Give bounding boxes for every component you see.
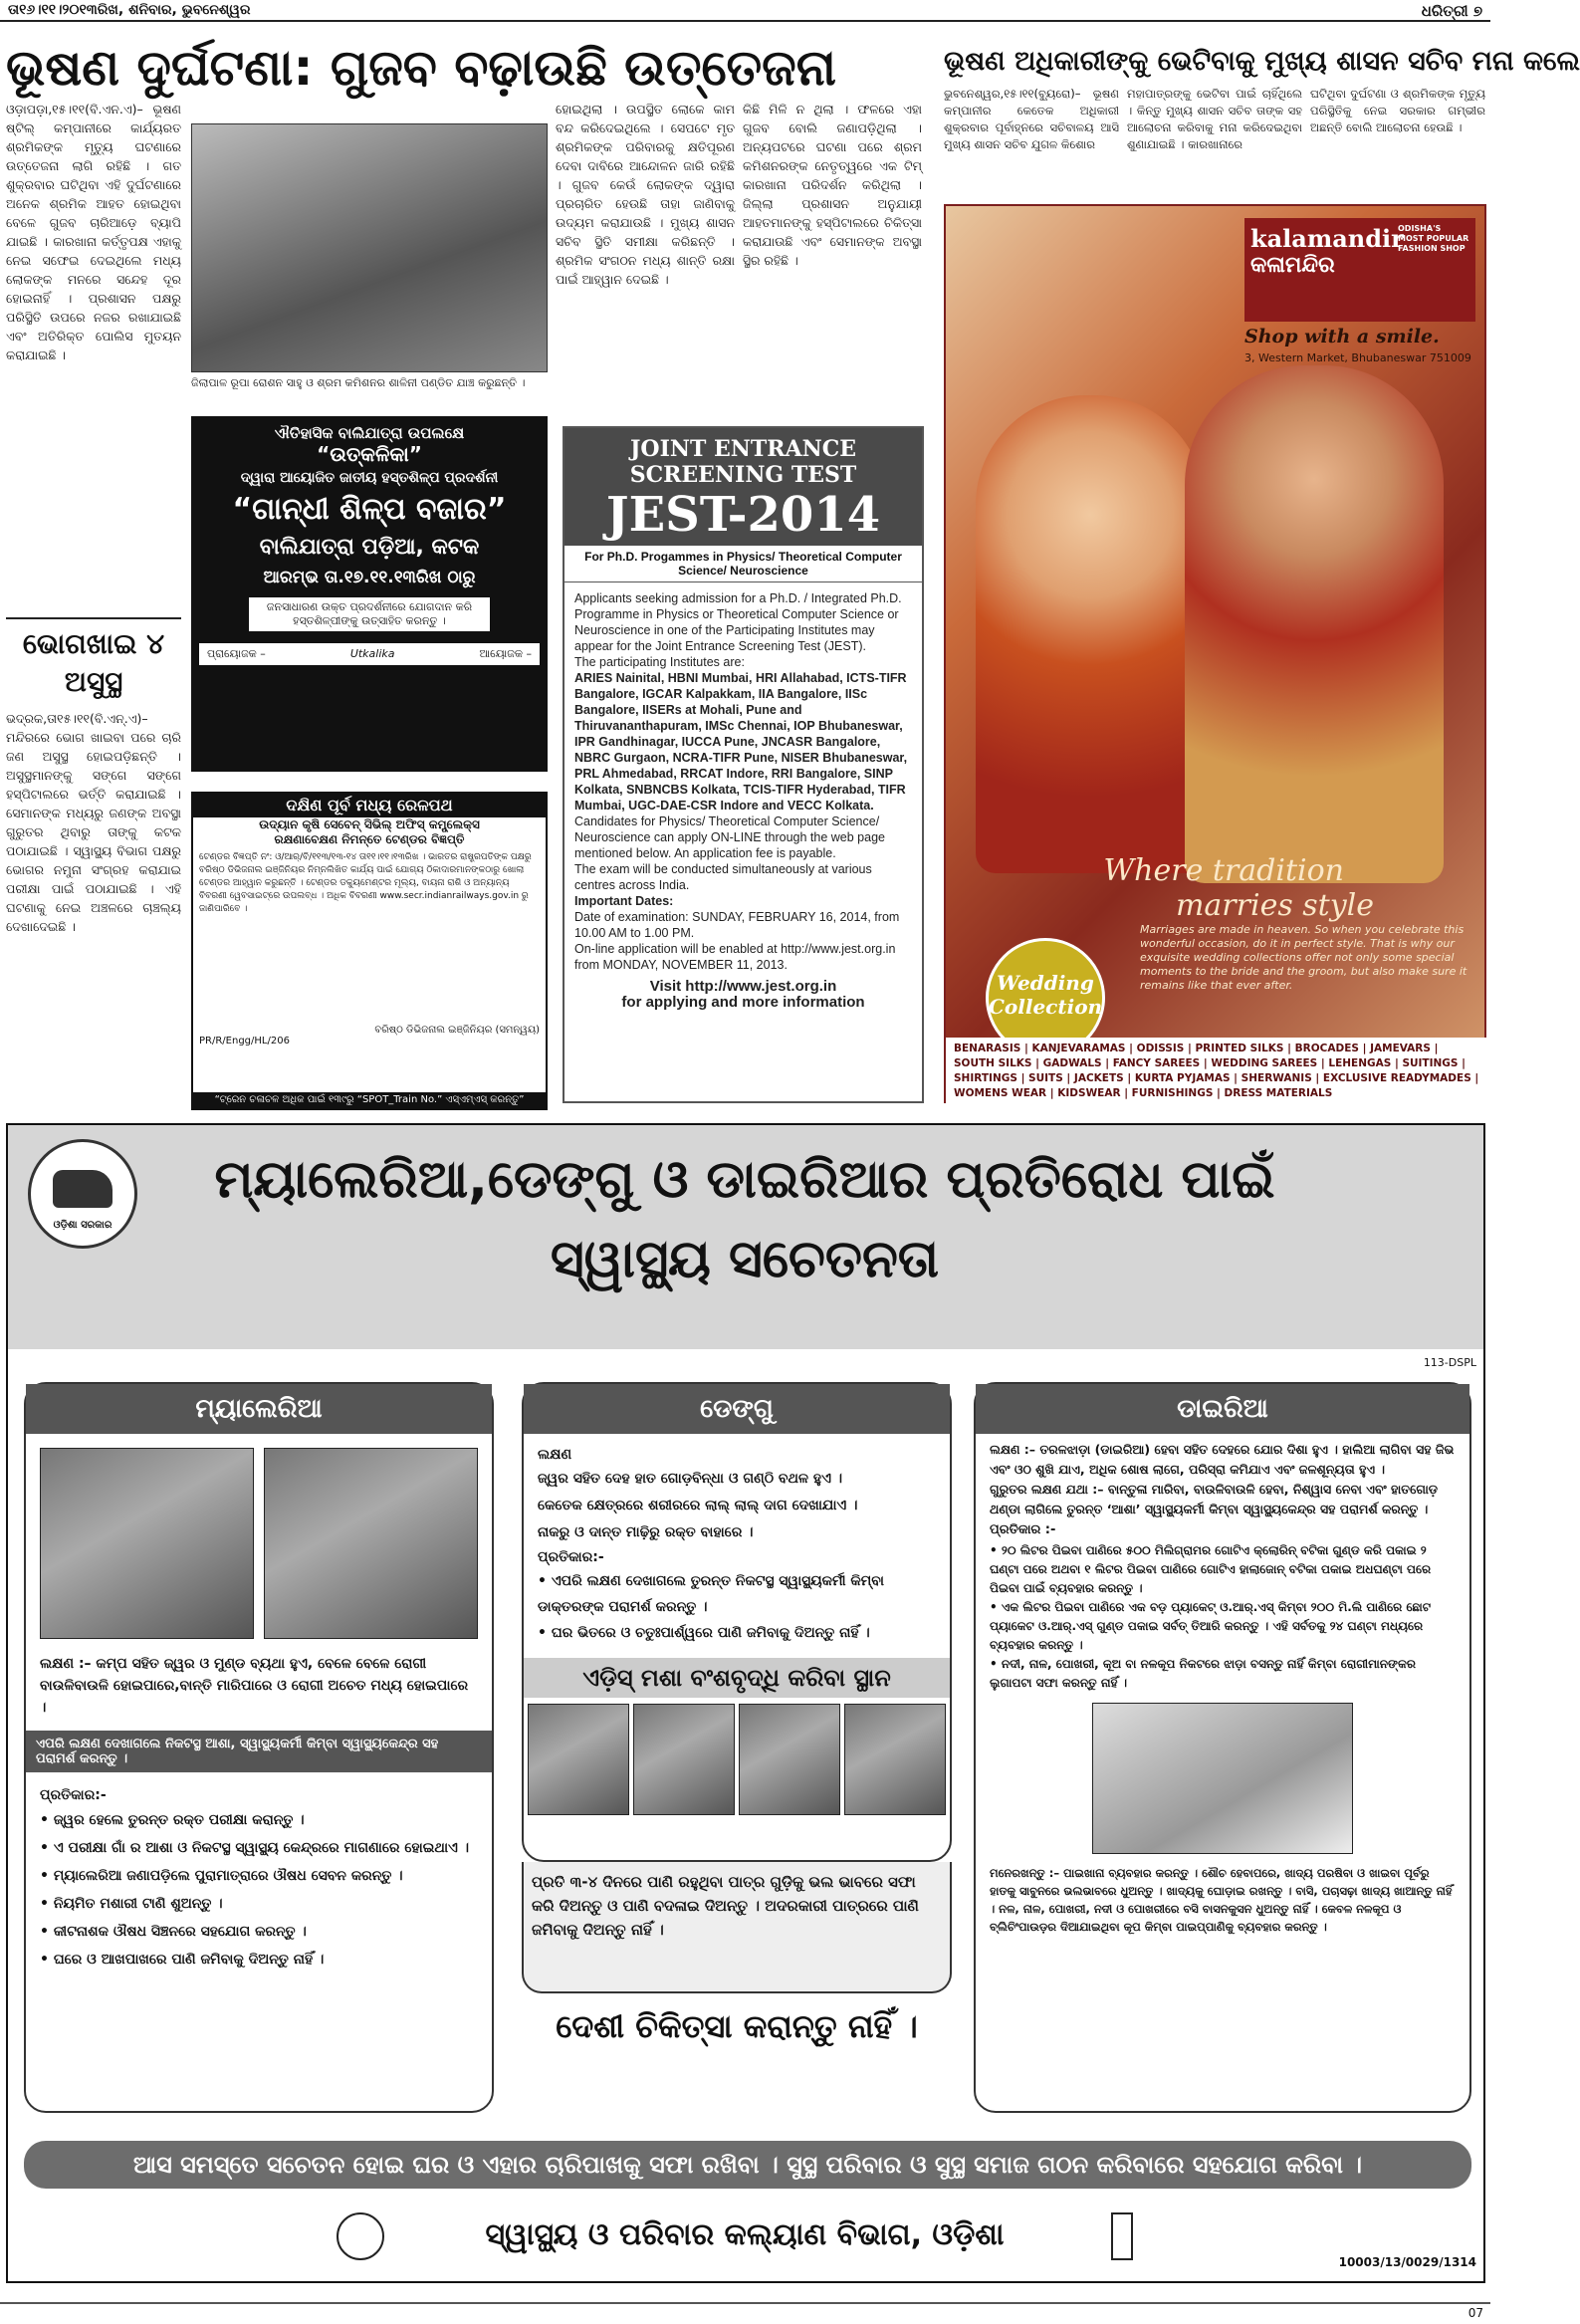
dengue-warning: ଦେଶୀ ଚିକିତ୍ସା କରାନ୍ତୁ ନାହିଁ ।	[556, 2007, 918, 2045]
jest-p2-label: The participating Institutes are:	[574, 655, 745, 669]
dengue-tab: ଡେଙ୍ଗୁ	[524, 1384, 950, 1434]
lead-col3: କିଛି ମିଳି ନ ଥିଲା । ଫଳରେ ଏହା ଗୁଜବ ବୋଲି ଜଣାପଡ଼ିଥିଲା । ଅନ୍ୟପଟରେ ଘଟଣା ପରେ ଶ୍ରମ କମିଶନରଙ୍କ ନେତୃତ୍ୱରେ ଏକ ଟିମ୍ କାରଖାନା ପରିଦର୍ଶନ କରିଥିଲା । ଜିଲ୍ଲା ପ୍ରଶାସନ ଅନୁଯାୟୀ ଆହତମାନଙ୍କୁ ହସ୍ପିଟାଲରେ ଚିକିତ୍ସା କରାଯାଉଛି ଏବଂ ସେମାନଙ୍କ ଅବସ୍ଥା ସ୍ଥିର ରହିଛି ।	[743, 102, 922, 268]
groom-figure	[1185, 365, 1444, 883]
lead-headline: ଭୂଷଣ ଦୁର୍ଘଟଣା: ଗୁଜବ ବଢ଼ାଉଛି ଉତ୍ତେଜନା	[6, 39, 836, 97]
ad-kalamandir	[944, 204, 1486, 1103]
ad-bazar-organiser-label: ଆୟୋଜକ –	[479, 647, 532, 660]
health-ad-code: 10003/13/0029/1314	[1338, 2255, 1476, 2269]
kalamandir-blurb: Marriages are made in heaven. So when you celebrate this wonderful occasion, do it in perfect style. That is why our exquisite wedding collections offer not only some special moments to the bride and the groom, but also make sure it remains like that ever after.	[1140, 923, 1467, 992]
diarrhoea-tab: ଡାଇରିଆ	[976, 1384, 1469, 1434]
kalamandir-tagline: Shop with a smile.	[1244, 326, 1440, 348]
rail-code: PR/R/Engg/HL/206	[199, 1036, 290, 1046]
jest-visit2: for applying and more information	[621, 994, 865, 1011]
lower-headline: ଭୋଗଖାଇ ୪ ଅସୁସ୍ଥ	[22, 627, 165, 698]
ad-bazar-line1: ଐତିହାସିକ ବାଲିଯାତ୍ରା ଉପଲକ୍ଷେ	[274, 424, 465, 442]
malaria-photo-2	[264, 1448, 478, 1639]
jest-p3: Candidates for Physics/ Theoretical Computer Science/ Neuroscience can apply ON-LINE through the web page mentioned below. An application fee is payable.	[574, 814, 885, 860]
ors-packet-photo	[1092, 1703, 1353, 1854]
divider	[6, 617, 181, 619]
odisha-seal-icon	[28, 1139, 137, 1249]
lead-col1: ଓଡ଼ାପଡ଼ା,୧୫।୧୧(ବି.ଏନ.ଏ)– ଭୂଷଣ ଷ୍ଟିଲ୍ କମ୍ପାନୀରେ କାର୍ଯ୍ୟରତ ଶ୍ରମିକଙ୍କ ମୃତ୍ୟୁ ଘଟଣାରେ ଉତ୍ତେଜନା ଲାଗି ରହିଛି । ଗତ ଶୁକ୍ରବାର ଘଟିଥିବା ଏହି ଦୁର୍ଘଟଣାରେ ଅନେକ ଶ୍ରମିକ ଆହତ ହୋଇଥିବା ବେଳେ ଗୁଜବ ଚାରିଆଡ଼େ ବ୍ୟାପି ଯାଇଛି । କାରଖାନା କର୍ତ୍ତୃପକ୍ଷ ଏହାକୁ ନେଇ ସଫେଇ ଦେଇଥିଲେ ମଧ୍ୟ ଲୋକଙ୍କ ମନରେ ସନ୍ଦେହ ଦୂର ହୋଇନାହିଁ । ପ୍ରଶାସନ ପକ୍ଷରୁ ପରିସ୍ଥିତି ଉପରେ ନଜର ରଖାଯାଇଛି ଏବଂ ଅତିରିକ୍ତ ପୋଲିସ ମୁତୟନ କରାଯାଇଛି ।	[6, 102, 181, 362]
ipr-logo-icon	[1111, 2212, 1133, 2260]
ad-bazar-title: “ଗାନ୍ଧୀ ଶିଳ୍ପ ବଜାର”	[232, 492, 507, 527]
jest-institutes: ARIES Nainital, HBNI Mumbai, HRI Allahabad, ICTS-TIFR Bangalore, IGCAR Kalpakkam, IIA Bangalore, IISc Bangalore, IISERs at Mohali, Pune and Thiruvananthapuram, IMSc Chennai, IOP Bhubaneswar, IPR Gandhinagar, IUCCA Pune, JNCASR Bangalore, NBRC Gurgaon, NCRA-TIFR Pune, NISER Bhubaneswar, PRL Ahmedabad, RRCAT Indore, RRI Bangalore, SINP Kolkata, SNBNCBS Kolkata, TCIS-TIFR Hyderabad, TIFR Mumbai, UGC-DAE-CSR Indore and VECC Kolkata.	[574, 671, 908, 813]
rail-body: ଟେଣ୍ଡର ବିଜ୍ଞପ୍ତି ନଂ: ଓ/ଆର୍/ବି/୧୧୩/୧୩-୧୪ ତା୧୧।୧୧।୧୩ରିଖ । ଭାରତର ରାଷ୍ଟ୍ରପତିଙ୍କ ପକ୍ଷରୁ ବରିଷ୍ଠ ଡିଭିଜନାଲ ଇଞ୍ଜିନିୟର ନିମ୍ନଲିଖିତ କାର୍ଯ୍ୟ ପାଇଁ ଯୋଗ୍ୟ ଠିକାଦାରମାନଙ୍କଠାରୁ ଖୋଲା ଟେଣ୍ଡର ଆହ୍ୱାନ କରୁଛନ୍ତି । ଟେଣ୍ଡର ଡକ୍ୟୁମେଣ୍ଟର ମୂଲ୍ୟ, ବାୟନା ରାଶି ଓ ଅନ୍ୟାନ୍ୟ ବିବରଣୀ ୱେବସାଇଟ୍‌ରେ ଉପଲବ୍ଧ । ଅଧିକ ବିବରଣୀ www.secr.indianrailways.gov.in ରୁ ଜାଣିପାରିବେ ।	[199, 852, 532, 914]
kalamandir-wedding-badge: Wedding Collection	[986, 938, 1105, 1057]
ad-bazar-brand: Utkalika	[349, 647, 395, 660]
health-title1: ମ୍ୟାଲେରିଆ,ଡେଙ୍ଗୁ ଓ ଡାଇରିଆର ପ୍ରତିରୋଧ ପାଇଁ	[214, 1150, 1275, 1210]
jest-line2: SCREENING TEST	[629, 462, 857, 488]
panel-malaria	[24, 1382, 494, 2113]
health-department: ସ୍ୱାସ୍ଥ୍ୟ ଓ ପରିବାର କଲ୍ୟାଣ ବିଭାଗ, ଓଡ଼ିଶା	[485, 2217, 1005, 2252]
ad-gandhi-shilpa-bazar	[191, 416, 548, 772]
bride-figure	[976, 395, 1205, 873]
ad-bazar-line2: “ଉତ୍କଳିକା”	[317, 442, 422, 466]
paper-page: ଧରିତ୍ରୀ ୭	[1421, 2, 1482, 20]
ad-bazar-sponsor-label: ପ୍ରାୟୋଜକ –	[207, 647, 266, 660]
malaria-photo-1	[40, 1448, 254, 1639]
breeding-photo-3	[739, 1704, 840, 1815]
breeding-photo-4	[844, 1704, 946, 1815]
lead-col2: ହୋଇଥିଲା । ଉପସ୍ଥିତ ଲୋକେ କାମ ବନ୍ଦ କରିଦେଇଥିଲେ । ସେପଟେ ମୃତ ଶ୍ରମିକଙ୍କ ପରିବାରକୁ କ୍ଷତିପୂରଣ ଦେବା ଦାବିରେ ଆନ୍ଦୋଳନ ଜାରି ରହିଛି । ଗୁଜବ କେଉଁ ଲୋକଙ୍କ ଦ୍ୱାରା ପ୍ରଚାରିତ ହେଉଛି ତାହା ଜାଣିବାକୁ ଉଦ୍ୟମ କରାଯାଉଛି । ମୁଖ୍ୟ ଶାସନ ସଚିବ ସ୍ଥିତି ସମୀକ୍ଷା କରିଛନ୍ତି । ଶ୍ରମିକ ସଂଗଠନ ମଧ୍ୟ ଶାନ୍ତି ରକ୍ଷା ପାଇଁ ଆହ୍ୱାନ ଦେଇଛି ।	[556, 102, 735, 287]
breeding-photo-1	[528, 1704, 629, 1815]
right-col1: ଭୁବନେଶ୍ୱର,୧୫।୧୧(ବ୍ୟୁରୋ)– ଭୂଷଣ କମ୍ପାନୀର କେତେକ ଅଧିକାରୀ ଶୁକ୍ରବାର ପୂର୍ବାହ୍ନରେ ସଚିବାଳୟ ଆସି ମୁଖ୍ୟ ଶାସନ ସଚିବ ଯୁଗଳ କିଶୋର	[944, 87, 1119, 151]
panel-diarrhoea	[974, 1382, 1471, 2113]
kalamandir-brand-odia: କଳାମନ୍ଦିର	[1250, 253, 1335, 278]
rail-footer: “ଟ୍ରେନ ଚଳାଚଳ ଅଧିକ ପାଇଁ ୧୩୯ରୁ “SPOT_Train No.” ଏସ୍‌ଏମ୍‌ଏସ୍ କରନ୍ତୁ”	[193, 1092, 546, 1108]
dengue-band: ଏଡ଼ିସ୍ ମଶା ବଂଶବୃଦ୍ଧି କରିବା ସ୍ଥାନ	[524, 1658, 950, 1698]
ad-bazar-line3: ଦ୍ୱାରା ଆୟୋଜିତ ଜାତୀୟ ହସ୍ତଶିଳ୍ପ ପ୍ରଦର୍ଶନୀ	[240, 470, 499, 486]
page-header	[0, 0, 1490, 22]
kalamandir-slogan2: marries style	[1175, 888, 1374, 923]
rail-sub2: ରକ୍ଷଣାବେକ୍ଷଣ ନିମନ୍ତେ ଟେଣ୍ଡର ବିଜ୍ଞପ୍ତି	[274, 832, 465, 846]
kalamandir-address: 3, Western Market, Bhubaneswar 751009	[1244, 351, 1471, 364]
rail-sub1: ଉଦ୍ୟାନ କୃଷି ସେବେନ୍ ସିଭିଲ୍ ଅଫିସ୍ କମ୍ପ୍ଲେକ୍ସ	[259, 817, 480, 831]
kalamandir-brand: kalamandir	[1250, 224, 1404, 253]
diarrhoea-reminder: ମନେରଖନ୍ତୁ :– ପାଇଖାନା ବ୍ୟବହାର କରନ୍ତୁ । ଶୌଚ ହେବାପରେ, ଖାଦ୍ୟ ପରଷିବା ଓ ଖାଇବା ପୂର୍ବରୁ ହାତକୁ ସାବୁନରେ ଭଲଭାବରେ ଧୁଅନ୍ତୁ । ଖାଦ୍ୟକୁ ଘୋଡ଼ାଇ ରଖନ୍ତୁ । ବାସି, ପଚାସଢ଼ା ଖାଦ୍ୟ ଖାଆନ୍ତୁ ନାହିଁ । ନଳ, ନାଳ, ପୋଖରୀ, ନଦୀ ଓ ପୋଖରୀରେ ବସି ବାସନକୁସନ ଧୁଅନ୍ତୁ ନାହିଁ । କେବଳ ନଳକୂପ ଓ ବ୍ଲିଚିଂପାଉଡ଼ର ଦିଆଯାଇଥିବା କୂପ କିମ୍ବା ପାଇପ୍‌ପାଣିକୁ ବ୍ୟବହାର କରନ୍ତୁ ।	[990, 1866, 1453, 1934]
rail-title: ଦକ୍ଷିଣ ପୂର୍ବ ମଧ୍ୟ ରେଳପଥ	[193, 794, 546, 817]
jest-date2: On-line application will be enabled at http://www.jest.org.in from MONDAY, NOVEMBER 11, 2013.	[574, 942, 896, 972]
diarrhoea-prev-label: ପ୍ରତିକାର :-	[990, 1522, 1056, 1537]
health-title2: ସ୍ୱାସ୍ଥ୍ୟ ସଚେତନତା	[550, 1230, 940, 1289]
jest-dates-label: Important Dates:	[574, 894, 674, 908]
footer-rule	[0, 2302, 1490, 2304]
malaria-prevention: • ଜ୍ୱର ହେଲେ ତୁରନ୍ତ ରକ୍ତ ପରୀକ୍ଷା କରାନ୍ତୁ । • ଏ ପରୀକ୍ଷା ଗାଁ ର ଆଶା ଓ ନିକଟସ୍ଥ ସ୍ୱାସ୍ଥ୍ୟ କେନ୍ଦ୍ରରେ ମାଗଣାରେ ହୋଇଥାଏ । • ମ୍ୟାଲେରିଆ ଜଣାପଡ଼ିଲେ ପୁରାମାତ୍ରାରେ ଔଷଧ ସେବନ କରନ୍ତୁ । • ନିୟମିତ ମଶାରୀ ଟାଣି ଶୁଅନ୍ତୁ । • କୀଟନାଶକ ଔଷଧ ସିଞ୍ଚନରେ ସହଯୋଗ କରନ୍ତୁ । • ଘରେ ଓ ଆଖପାଖରେ ପାଣି ଜମିବାକୁ ଦିଅନ୍ତୁ ନାହିଁ ।	[40, 1812, 470, 1968]
diarrhoea-prevention: • ୨୦ ଲିଟର ପିଇବା ପାଣିରେ ୫୦୦ ମିଲିଗ୍ରାମର ଗୋଟିଏ କ୍ଲୋରିନ୍ ବଟିକା ଗୁଣ୍ଡ କରି ପକାଇ ୨ ଘଣ୍ଟା ପରେ ଅଥବା ୧ ଲିଟର ପିଇବା ପାଣିରେ ଗୋଟିଏ ହାଲାଜୋନ୍ ବଟିକା ପକାଇ ଅଧଘଣ୍ଟା ପରେ ପିଇବା ପାଇଁ ବ୍ୟବହାର କରନ୍ତୁ । • ଏକ ଲିଟର ପିଇବା ପାଣିରେ ଏକ ବଡ଼ ପ୍ୟାକେଟ୍ ଓ.ଆର୍.ଏସ୍ କିମ୍ବା ୨୦୦ ମି.ଲି ପାଣିରେ ଛୋଟ ପ୍ୟାକେଟ ଓ.ଆର୍.ଏସ୍ ଗୁଣ୍ଡ ପକାଇ ସର୍ବତ୍ ତିଆରି କରନ୍ତୁ । ଏହି ସର୍ବତକୁ ୨୪ ଘଣ୍ଟା ମଧ୍ୟରେ ବ୍ୟବହାର କରନ୍ତୁ । • ନଦୀ, ନାଳ, ପୋଖରୀ, କୂଅ ବା ନଳକୂପ ନିକଟରେ ଝାଡ଼ା ବସନ୍ତୁ ନାହିଁ କିମ୍ବା ରୋଗୀମାନଙ୍କର ଲୁଗାପଟା ସଫା କରନ୍ତୁ ନାହିଁ ।	[990, 1543, 1432, 1690]
ad-railway-tender	[191, 792, 548, 1110]
jest-date1: Date of examination: SUNDAY, FEBRUARY 16, 2014, from 10.00 AM to 1.00 PM.	[574, 910, 900, 940]
malaria-band: ଏପରି ଲକ୍ଷଣ ଦେଖାଗଲେ ନିକଟସ୍ଥ ଆଶା, ସ୍ୱାସ୍ଥ୍ୟକର୍ମୀ କିମ୍ବା ସ୍ୱାସ୍ଥ୍ୟକେନ୍ଦ୍ର ସହ ପରାମର୍ଶ କରନ୍ତୁ ।	[26, 1731, 492, 1772]
lower-body: ଭଦ୍ରକ,ତା୧୫।୧୧(ବି.ଏନ୍.ଏ)– ମନ୍ଦିରରେ ଭୋଗ ଖାଇବା ପରେ ଚାରି ଜଣ ଅସୁସ୍ଥ ହୋଇପଡ଼ିଛନ୍ତି । ଅସୁସ୍ଥମାନଙ୍କୁ ସଙ୍ଗେ ସଙ୍ଗେ ହସ୍ପିଟାଲରେ ଭର୍ତ୍ତି କରାଯାଇଛି । ସେମାନଙ୍କ ମଧ୍ୟରୁ ଜଣଙ୍କ ଅବସ୍ଥା ଗୁରୁତର ଥିବାରୁ ତାଙ୍କୁ କଟକ ପଠାଯାଇଛି । ସ୍ୱାସ୍ଥ୍ୟ ବିଭାଗ ପକ୍ଷରୁ ଭୋଗର ନମୁନା ସଂଗ୍ରହ କରାଯାଇ ପରୀକ୍ଷା ପାଇଁ ପଠାଯାଇଛି । ଏହି ଘଟଣାକୁ ନେଇ ଅଞ୍ଚଳରେ ଚାଞ୍ଚଲ୍ୟ ଦେଖାଦେଇଛି ।	[6, 711, 181, 934]
health-code: 113-DSPL	[1423, 1356, 1476, 1369]
kalamandir-slogan1: Where tradition	[1103, 853, 1344, 888]
ad-health-awareness	[6, 1123, 1485, 2283]
seal-text: ଓଡ଼ିଶା ସରକାର	[53, 1220, 113, 1231]
right-headline: ଭୂଷଣ ଅଧିକାରୀଙ୍କୁ ଭେଟିବାକୁ ମୁଖ୍ୟ ଶାସନ ସଚିବ ମନା କଲେ	[944, 46, 1580, 77]
jest-visit1: Visit http://www.jest.org.in	[649, 978, 837, 995]
dengue-sym-label: ଲକ୍ଷଣ	[538, 1447, 572, 1463]
ad-bazar-date: ଆରମ୍ଭ ତା.୧୭.୧୧.୧୩ରିଖ ଠାରୁ	[263, 568, 476, 587]
malaria-tab: ମ୍ୟାଲେରିଆ	[26, 1384, 492, 1434]
right-col2: ମହାପାତ୍ରଙ୍କୁ ଭେଟିବା ପାଇଁ ଚାହିଁଥିଲେ । କିନ୍ତୁ ମୁଖ୍ୟ ଶାସନ ସଚିବ ତାଙ୍କ ସହ ଆଲୋଚନା କରିବାକୁ ମନା କରିଦେଇଥିବା ଶୁଣାଯାଇଛି । କାରଖାନାରେ	[1127, 87, 1302, 151]
diarrhoea-symptoms: ଲକ୍ଷଣ :– ତରଳଝାଡ଼ା (ଡାଇରିଆ) ହେବା ସହିତ ଦେହରେ ଯୋର ଦିଶା ହୁଏ । ହାଲିଆ ଲାଗିବା ସହ ଜିଭ ଏବଂ ଓଠ ଶୁଖି ଯାଏ, ଅଧିକ ଶୋଷ ଲାଗେ, ପରିସ୍ରା କମିଯାଏ ଏବଂ ଜଳଶୂନ୍ୟତା ହୁଏ । ଗୁରୁତର ଲକ୍ଷଣ ଯଥା :– ବାନ୍ତୁଳା ମାରିବା, ବାଉଳିବାଉଳି ହେବା, ନିଶ୍ୱାସ ନେବା ଏବଂ ହାତଗୋଡ଼ ଥଣ୍ଡା ଲାଗିଲେ ତୁରନ୍ତ ‘ଆଶା’ ସ୍ୱାସ୍ଥ୍ୟକର୍ମୀ କିମ୍ବା ସ୍ୱାସ୍ଥ୍ୟକେନ୍ଦ୍ର ସହ ପରାମର୍ଶ କରନ୍ତୁ ।	[990, 1442, 1455, 1516]
panel-dengue	[522, 1382, 952, 1862]
kalamandir-badge: ODISHA'S MOST POPULAR FASHION SHOP	[1398, 224, 1469, 253]
right-col3: ଘଟିଥିବା ଦୁର୍ଘଟଣା ଓ ଶ୍ରମିକଙ୍କ ମୃତ୍ୟୁ ପରିସ୍ଥିତିକୁ ନେଇ ସରକାର ଗମ୍ଭୀର ଅଛନ୍ତି ବୋଲି ଆଲୋଚନା ହେଉଛି ।	[1310, 87, 1485, 134]
lead-photo	[191, 123, 548, 372]
kalamandir-items: BENARASIS | KANJEVARAMAS | ODISSIS | PRINTED SILKS | BROCADES | JAMEVARS | SOUTH SILKS | GADWALS | FANCY SAREES | WEDDING SAREES | LEHENGAS | SUITINGS | SHIRTINGS | SUITS | JACKETS | KURTA PYJAMAS | SHERWANIS | EXCLUSIVE READYMADES | WOMENS WEAR | KIDSWEAR | FURNISHINGS | DRESS MATERIALS	[946, 1038, 1488, 1105]
jest-p4: The exam will be conducted simultaneously at various centres across India.	[574, 862, 872, 892]
jest-line1: JOINT ENTRANCE	[630, 436, 856, 462]
ad-jest-2014	[563, 426, 924, 1103]
malaria-symptoms: ଲକ୍ଷଣ :– କମ୍ପ ସହିତ ଜ୍ୱର ଓ ମୁଣ୍ଡ ବ୍ୟଥା ହୁଏ, ବେଳେ ବେଳେ ରୋଗୀ ବାଉଳିବାଉଳି ହୋଇପାରେ,ବାନ୍ତି ମାରିପାରେ ଓ ରୋଗୀ ଅଚେତ ମଧ୍ୟ ହୋଇପାରେ ।	[40, 1656, 469, 1716]
rail-signature: ବରିଷ୍ଠ ଡିଭିଜନାଲ ଇଞ୍ଜିନିୟର (ସମନ୍ୱୟ)	[374, 1025, 540, 1036]
jest-title: JEST-2014	[605, 487, 881, 543]
nrhm-logo-icon	[337, 2212, 384, 2260]
ad-bazar-venue: ବାଲିଯାତ୍ରା ପଡ଼ିଆ, କଟକ	[259, 535, 480, 560]
breeding-photo-2	[633, 1704, 735, 1815]
dengue-prev-label: ପ୍ରତିକାର:-	[538, 1549, 604, 1565]
dengue-note: ପ୍ରତି ୩-୪ ଦିନରେ ପାଣି ରହୁଥିବା ପାତ୍ର ଗୁଡ଼ିକୁ ଭଲ ଭାବରେ ସଫା କରି ଦିଅନ୍ତୁ ଓ ପାଣି ବଦଳାଇ ଦିଅନ୍ତୁ । ଅଦରକାରୀ ପାତ୍ରରେ ପାଣି ଜମିବାକୁ ଦିଅନ୍ତୁ ନାହିଁ ।	[522, 1862, 952, 1993]
lead-photo-caption: ଜିଲାପାଳ ରୂପା ରୋଶନ ସାହୁ ଓ ଶ୍ରମ କମିଶନର ଶାଳିନୀ ପଣ୍ଡିତ ଯାଞ୍ଚ କରୁଛନ୍ତି ।	[191, 376, 526, 389]
date-line: ତା୧୬।୧୧।୨୦୧୩ରିଖ, ଶନିବାର, ଭୁବନେଶ୍ୱର	[8, 2, 251, 18]
page-number: 07	[1467, 2306, 1483, 2320]
dengue-symptoms: ଜ୍ୱର ସହିତ ଦେହ ହାତ ଗୋଡ଼ବିନ୍ଧା ଓ ଗଣ୍ଠି ବଥଳ ହୁଏ । କେତେକ କ୍ଷେତ୍ରରେ ଶରୀରରେ ଲାଲ୍ ଲାଲ୍ ଦାଗ ଦେଖାଯାଏ । ନାକରୁ ଓ ଦାନ୍ତ ମାଢ଼ିରୁ ରକ୍ତ ବାହାରେ ।	[538, 1471, 858, 1540]
dengue-prevention: • ଏପରି ଲକ୍ଷଣ ଦେଖାଗଲେ ତୁରନ୍ତ ନିକଟସ୍ଥ ସ୍ୱାସ୍ଥ୍ୟକର୍ମୀ କିମ୍ବା ଡାକ୍ତରଙ୍କ ପରାମର୍ଶ କରନ୍ତୁ । • ଘର ଭିତରେ ଓ ଚତୁଃପାର୍ଶ୍ୱରେ ପାଣି ଜମିବାକୁ ଦିଅନ୍ତୁ ନାହିଁ ।	[538, 1573, 884, 1641]
kalamandir-logo	[1244, 218, 1475, 322]
malaria-prev-label: ପ୍ରତିକାର:-	[40, 1787, 107, 1803]
ad-bazar-note: ଜନସାଧାରଣ ଉକ୍ତ ପ୍ରଦର୍ଶନୀରେ ଯୋଗଦାନ କରି ହସ୍ତଶିଳ୍ପୀଙ୍କୁ ଉତ୍ସାହିତ କରନ୍ତୁ ।	[249, 597, 490, 631]
jest-p1: Applicants seeking admission for a Ph.D. / Integrated Ph.D. Programme in Physics or Theoretical Computer Science or Neuroscience in one of the Participating Institutes may appear for the Joint Entrance Screening Test (JEST).	[574, 591, 902, 653]
jest-subtitle: For Ph.D. Progammes in Physics/ Theoretical Computer Science/ Neuroscience	[564, 546, 922, 582]
health-footer-band: ଆସ ସମସ୍ତେ ସଚେତନ ହୋଇ ଘର ଓ ଏହାର ଚାରିପାଖକୁ ସଫା ରଖିବା । ସୁସ୍ଥ ପରିବାର ଓ ସୁସ୍ଥ ସମାଜ ଗଠନ କରିବାରେ ସହଯୋଗ କରିବା ।	[24, 2141, 1471, 2189]
